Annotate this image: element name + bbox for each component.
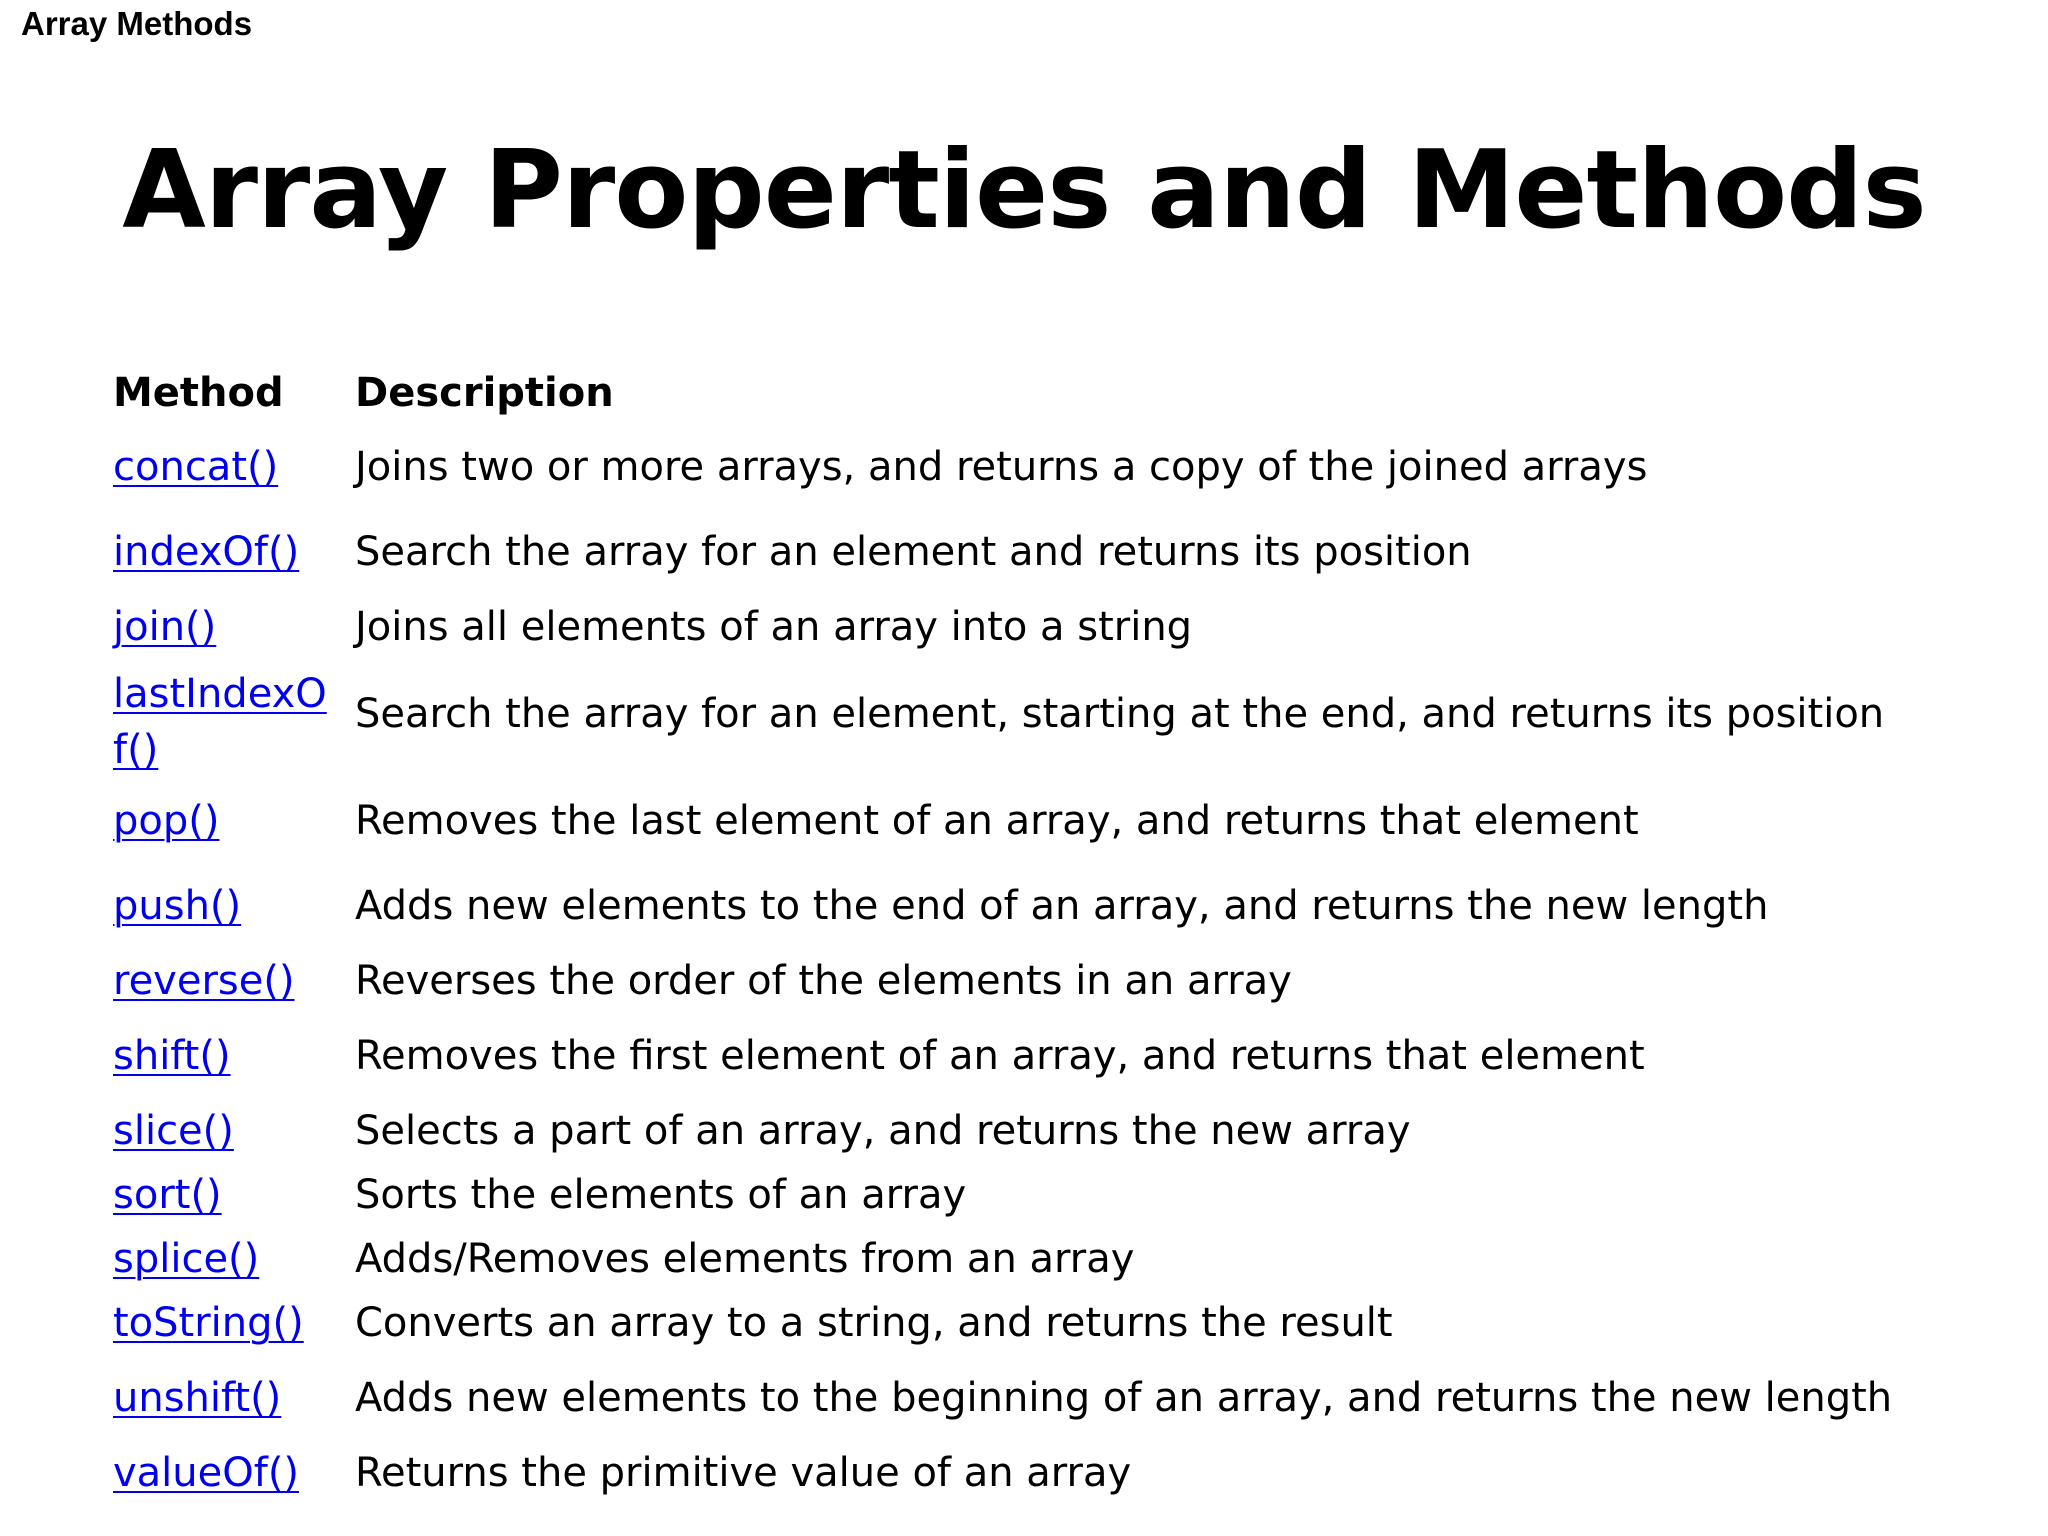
- push-link[interactable]: push(): [113, 883, 242, 929]
- reverse-link[interactable]: reverse(): [113, 958, 295, 1004]
- method-description: Joins all elements of an array into a string: [355, 604, 1193, 650]
- sort-link[interactable]: sort(): [113, 1172, 222, 1218]
- lastindexof-link[interactable]: lastIndexOf(): [113, 671, 327, 773]
- valueof-link[interactable]: valueOf(): [113, 1450, 300, 1496]
- method-column-header: Method: [113, 370, 284, 416]
- indexof-link[interactable]: indexOf(): [113, 529, 300, 575]
- method-description: Adds/Removes elements from an array: [355, 1236, 1135, 1282]
- method-description: Adds new elements to the end of an array, and returns the new length: [355, 883, 1769, 929]
- method-description: Search the array for an element, starting at the end, and returns its position: [355, 691, 1885, 737]
- method-description: Selects a part of an array, and returns the new array: [355, 1108, 1411, 1154]
- splice-link[interactable]: splice(): [113, 1236, 260, 1282]
- method-description: Removes the first element of an array, and returns that element: [355, 1033, 1645, 1079]
- slide-title: Array Properties and Methods: [122, 128, 1926, 253]
- method-description: Search the array for an element and returns its position: [355, 529, 1472, 575]
- tostring-link[interactable]: toString(): [113, 1300, 304, 1346]
- slice-link[interactable]: slice(): [113, 1108, 234, 1154]
- shift-link[interactable]: shift(): [113, 1033, 231, 1079]
- description-column-header: Description: [355, 370, 614, 416]
- method-description: Converts an array to a string, and returns the result: [355, 1300, 1393, 1346]
- unshift-link[interactable]: unshift(): [113, 1375, 282, 1421]
- method-description: Sorts the elements of an array: [355, 1172, 967, 1218]
- pop-link[interactable]: pop(): [113, 798, 220, 844]
- method-description: Removes the last element of an array, and returns that element: [355, 798, 1639, 844]
- method-description: Returns the primitive value of an array: [355, 1450, 1132, 1496]
- window-title: Array Methods: [21, 5, 253, 42]
- join-link[interactable]: join(): [113, 604, 217, 650]
- concat-link[interactable]: concat(): [113, 444, 279, 490]
- method-description: Adds new elements to the beginning of an array, and returns the new length: [355, 1375, 1893, 1421]
- method-description: Joins two or more arrays, and returns a copy of the joined arrays: [355, 444, 1648, 490]
- method-description: Reverses the order of the elements in an array: [355, 958, 1292, 1004]
